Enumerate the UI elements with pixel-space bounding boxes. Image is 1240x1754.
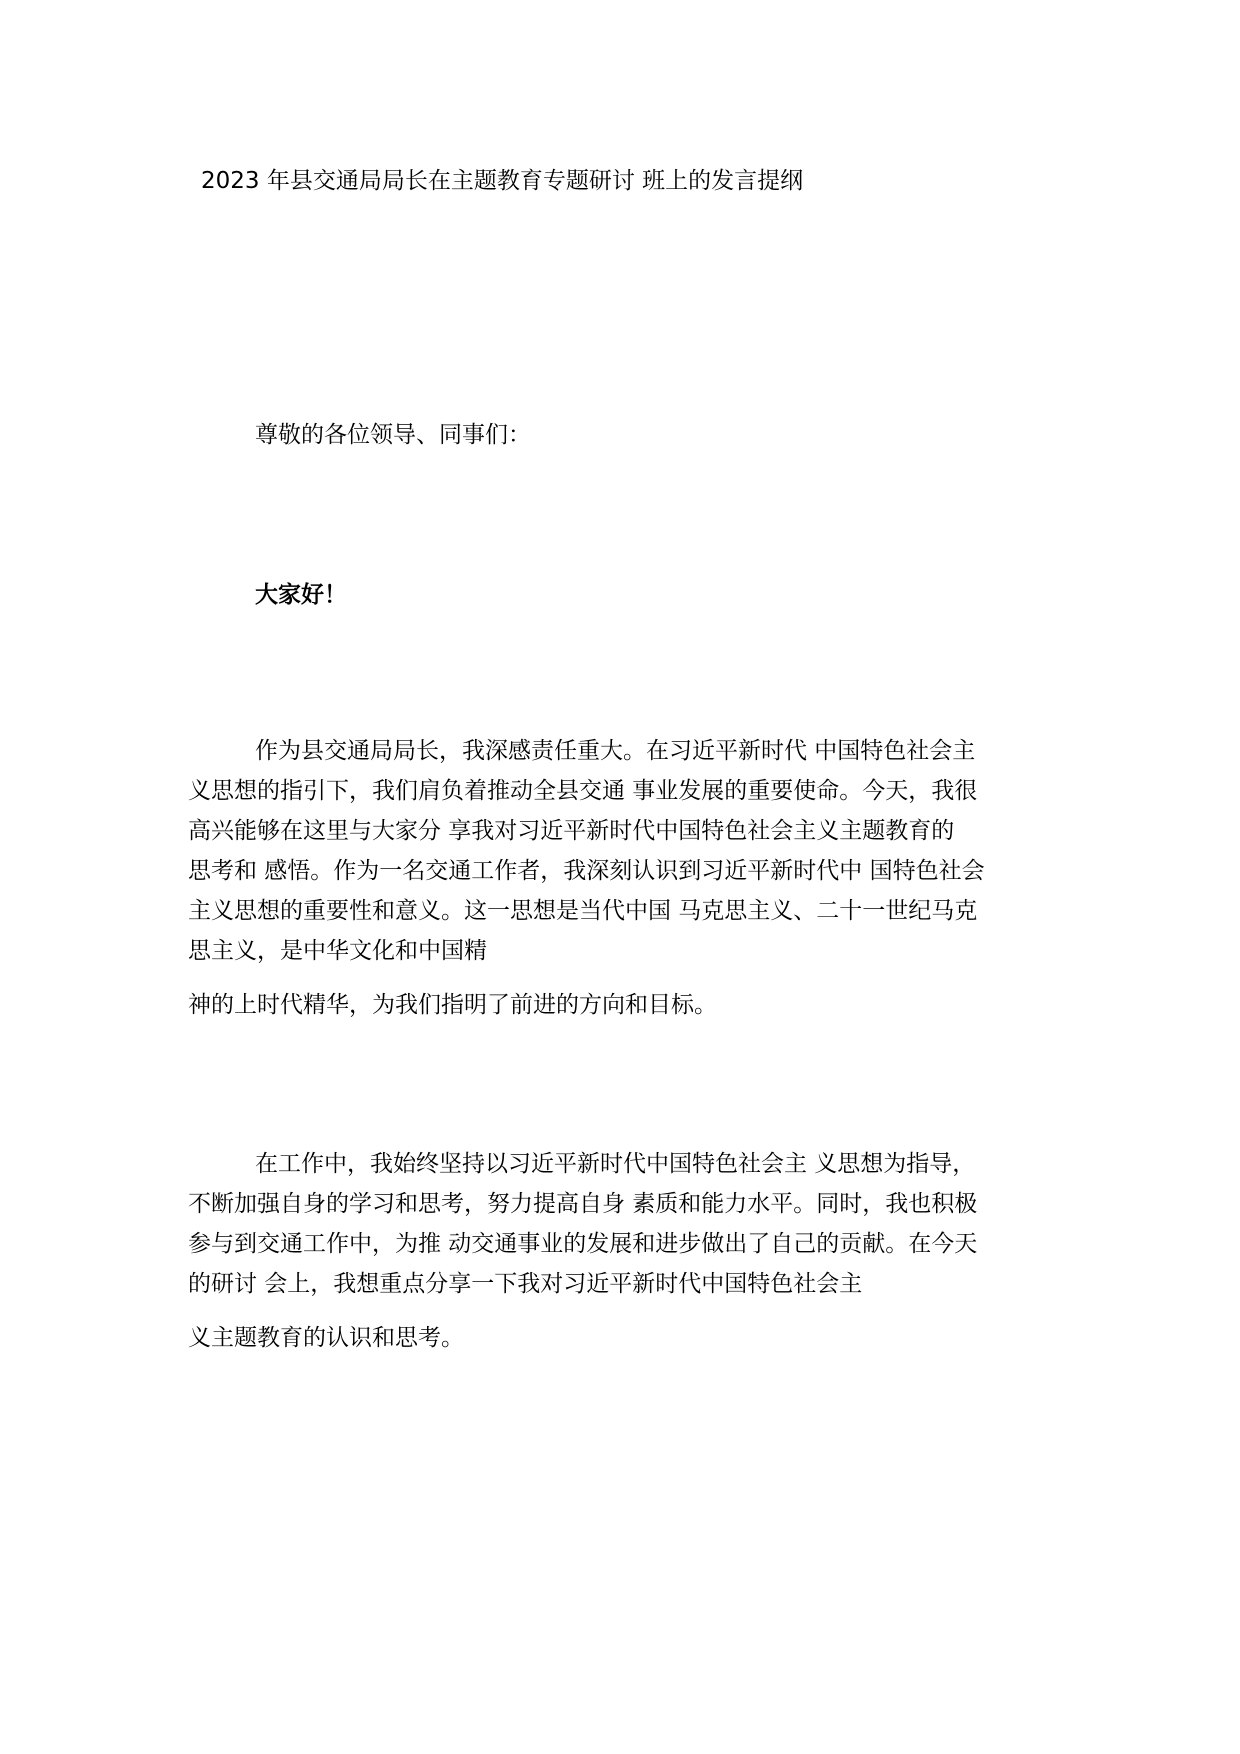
greeting: 大家好！ (255, 582, 347, 608)
paragraph2-line2: 不断加强自身的学习和思考，努力提高自身 素质和能力水平。同时，我也积极 (188, 1191, 978, 1217)
paragraph1-line3: 高兴能够在这里与大家分 享我对习近平新时代中国特色社会主义主题教育的 (188, 818, 955, 844)
paragraph1-line1: 作为县交通局局长，我深感责任重大。在习近平新时代 中国特色社会主 (255, 738, 976, 764)
paragraph1-line5: 主义思想的重要性和意义。这一思想是当代中国 马克思主义、二十一世纪马克 (188, 898, 978, 924)
paragraph2-line1: 在工作中，我始终坚持以习近平新时代中国特色社会主 义思想为指导， (255, 1151, 976, 1177)
paragraph2-line4: 的研讨 会上，我想重点分享一下我对习近平新时代中国特色社会主 (188, 1271, 863, 1297)
paragraph1-continuation: 神的上时代精华，为我们指明了前进的方向和目标。 (188, 992, 717, 1018)
paragraph2-continuation: 义主题教育的认识和思考。 (188, 1325, 464, 1351)
paragraph2-line3: 参与到交通工作中，为推 动交通事业的发展和进步做出了自己的贡献。在今天 (188, 1231, 978, 1257)
salutation: 尊敬的各位领导、同事们： (255, 422, 531, 448)
paragraph1-line4: 思考和 感悟。作为一名交通工作者，我深刻认识到习近平新时代中 国特色社会 (188, 858, 985, 884)
document-title: 2023 年县交通局局长在主题教育专题研讨 班上的发言提纲 (201, 168, 804, 194)
paragraph1-line2: 义思想的指引下，我们肩负着推动全县交通 事业发展的重要使命。今天，我很 (188, 778, 978, 804)
paragraph1-line6: 思主义，是中华文化和中国精 (188, 938, 487, 964)
